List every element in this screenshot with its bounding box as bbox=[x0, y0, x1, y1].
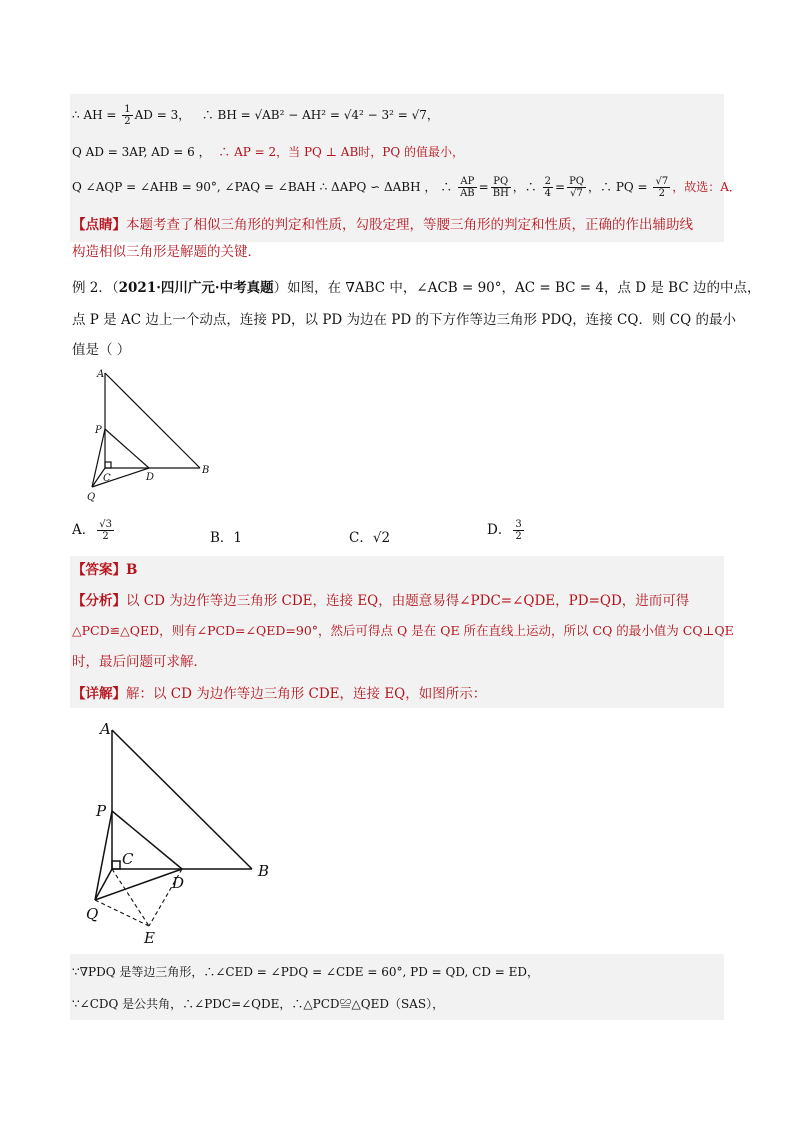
detail-line-1: 【详解】解：以 CD 为边作等边三角形 CDE，连接 EQ，如图所示： bbox=[72, 686, 487, 702]
example-line-2: 点 P 是 AC 边上一个动点，连接 PD，以 PD 为边在 PD 的下方作等边三角形 PDQ，连接 CQ．则 CQ 的最小 bbox=[72, 312, 736, 328]
solution-line-2: Q AD = 3AP, AD = 6 ， ∴ AP = 2，当 PQ ⊥ AB时，PQ 的值最小， bbox=[72, 145, 464, 159]
label-P: P bbox=[96, 802, 107, 820]
label-B: B bbox=[202, 465, 210, 476]
label-Q: Q bbox=[86, 905, 99, 923]
label-E: E bbox=[144, 929, 155, 947]
option-d[interactable]: D． $\frac{3}{2}$ bbox=[487, 519, 522, 542]
example-line-1: 例 2．（2021·四川广元·中考真题）如图，在 ∇ABC 中，∠ACB = 90°，AC = BC = 4，点 D 是 BC 边的中点， bbox=[72, 280, 761, 296]
label-A: A bbox=[97, 369, 105, 380]
proof-line-1: ∵∇PDQ 是等边三角形，∴∠CED = ∠PDQ = ∠CDE = 60°, PD = QD, CD = ED， bbox=[72, 965, 540, 979]
label-Q: Q bbox=[87, 492, 96, 503]
label-P: P bbox=[95, 425, 102, 436]
label-D: D bbox=[146, 472, 155, 483]
solution-line-1: ∴ AH = $\frac{1}{2}$ AD = 3， ∴ BH = √AB² − AH² = √4² − 3² = √7， bbox=[72, 104, 439, 127]
option-c[interactable]: C．√2 bbox=[349, 530, 391, 546]
figure-2-triangle bbox=[72, 716, 290, 948]
right-angle-mark bbox=[105, 462, 111, 468]
comment-line-2: 构造相似三角形是解题的关键． bbox=[72, 244, 261, 260]
label-A: A bbox=[100, 720, 111, 738]
label-C: C bbox=[103, 473, 111, 484]
analysis-line-1: 【分析】以 CD 为边作等边三角形 CDE，连接 EQ，由题意易得∠PDC=∠QDE，PD=QD，进而可得 bbox=[72, 593, 690, 609]
segment-AB bbox=[105, 373, 200, 468]
analysis-line-2: △PCD≌△QED，则有∠PCD=∠QED=90°，然后可得点 Q 是在 QE 所在直线上运动，所以 CQ 的最小值为 CQ⊥QE bbox=[72, 623, 734, 638]
analysis-line-3: 时，最后问题可求解． bbox=[72, 654, 207, 670]
figure-1-triangle bbox=[80, 365, 220, 505]
label-D: D bbox=[172, 874, 185, 892]
option-a[interactable]: A． $\frac{√3}{2}$ bbox=[72, 519, 112, 542]
option-b[interactable]: B．1 bbox=[210, 530, 243, 546]
proof-line-2: ∵∠CDQ 是公共角，∴∠PDC=∠QDE，∴△PCD≌△QED（SAS）， bbox=[72, 997, 445, 1011]
example-line-3: 值是（ ） bbox=[72, 342, 131, 358]
fraction-half: $\frac{1}{2}$ bbox=[124, 104, 131, 127]
label-C: C bbox=[122, 850, 134, 868]
segment-QD bbox=[92, 468, 149, 487]
label-B: B bbox=[258, 862, 270, 880]
comment-line-1: 【点睛】本题考查了相似三角形的判定和性质，勾股定理，等腰三角形的判定和性质，正确的作出辅助线 bbox=[72, 217, 693, 233]
solution-line-3: Q ∠AQP = ∠AHB = 90°, ∠PAQ = ∠BAH ∴ ΔAPQ ∽ ΔABH ， ∴ $\frac{AP}{AB}$ = $\frac{PQ}{BH}$ ，∴ $\frac{2}{4}$ = $\frac{PQ}{√7}$ ，∴ PQ = $\frac{√7}{2}$ ，故选：A． bbox=[72, 176, 741, 199]
answer-line: 【答案】B bbox=[72, 562, 138, 578]
